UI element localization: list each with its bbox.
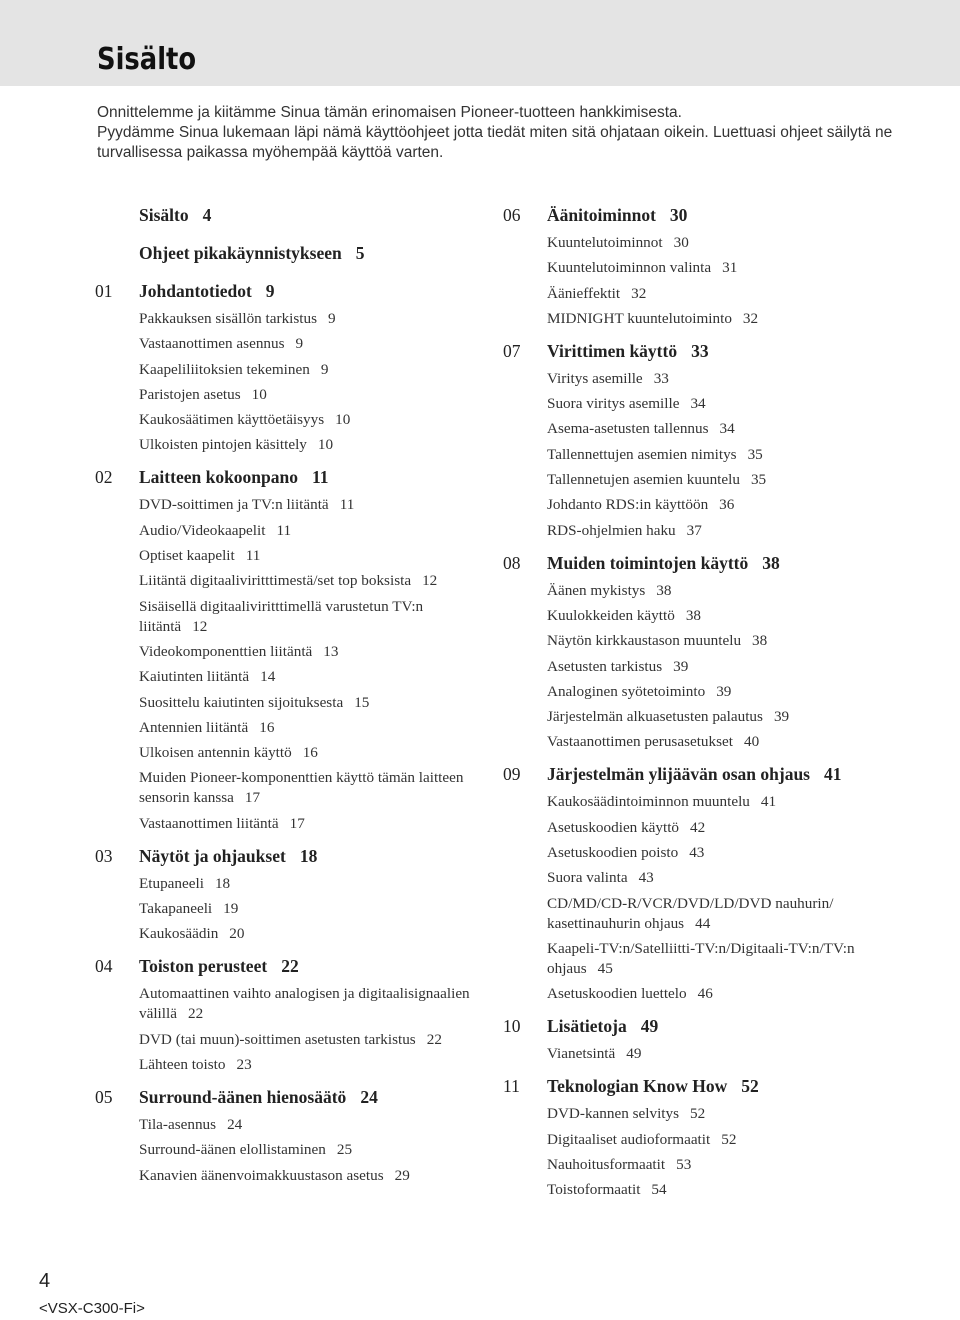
toc-item-page: 39 [716, 682, 732, 700]
toc-item-page: 13 [323, 642, 339, 660]
toc-item[interactable] [139, 1055, 475, 1075]
toc-item-page: 34 [719, 420, 735, 438]
toc-item-text: Analoginen syötetoiminto [547, 682, 706, 700]
toc-item-list [547, 792, 883, 1004]
toc-item[interactable] [139, 410, 475, 430]
toc-section [503, 341, 883, 541]
toc-item[interactable] [547, 1155, 883, 1175]
toc-item-text: MIDNIGHT kuuntelutoiminto [547, 309, 732, 327]
toc-item-text: Tallennettujen asemien nimitys [547, 445, 737, 463]
toc-item[interactable] [139, 718, 475, 738]
toc-item-page: 41 [760, 793, 777, 811]
page-number: 4 [39, 1270, 51, 1292]
toc-item-text: Näytön kirkkaustason muuntelu [547, 632, 742, 650]
toc-item-text: Videokomponenttien liitäntä [139, 642, 313, 660]
intro-text [97, 103, 897, 163]
toc-item[interactable] [139, 309, 475, 329]
toc-item-page: 38 [752, 632, 768, 650]
toc-item-text: RDS-ohjelmien haku [547, 521, 676, 539]
toc-item[interactable] [547, 309, 883, 329]
intro-line-1: Onnittelemme ja kiitämme Sinua tämän erinomaisen Pioneer-tuotteen hankkimisesta. [97, 104, 682, 121]
toc-item-page: 34 [690, 395, 706, 413]
toc-item[interactable] [547, 258, 883, 278]
toc-item-list [139, 874, 475, 945]
toc-item-text: Asetuskoodien poisto [547, 844, 679, 862]
toc-item-page: 39 [673, 657, 689, 675]
toc-item-text: Kaukosäädintoiminnon muuntelu [547, 793, 750, 811]
toc-section-page: 38 [762, 552, 780, 573]
toc-section-heading[interactable] [95, 1087, 475, 1108]
toc-item-page: 15 [354, 693, 370, 711]
toc-section-heading[interactable] [503, 1076, 883, 1097]
toc-section-number: 05 [95, 1086, 113, 1107]
toc-item-page: 16 [259, 718, 275, 736]
toc-item-page: 31 [722, 259, 738, 277]
toc-item-page: 42 [690, 818, 706, 836]
toc-item[interactable] [139, 899, 475, 919]
toc-item[interactable] [139, 768, 475, 808]
toc-item[interactable] [547, 631, 883, 651]
toc-item-page: 37 [686, 521, 702, 539]
toc-item-page: 43 [638, 869, 654, 887]
toc-section-heading[interactable] [95, 243, 475, 264]
toc-item-page: 18 [214, 874, 231, 892]
toc-item-page: 19 [223, 900, 239, 918]
toc-item-page: 22 [187, 1005, 204, 1023]
toc-section-title: Surround-äänen hienosäätö [139, 1086, 347, 1107]
toc-item-text: Ulkoisen antennin käyttö [139, 744, 292, 762]
toc-section-title: Järjestelmän ylijäävän osan ohjaus [547, 764, 810, 785]
toc-item-page: 24 [227, 1115, 243, 1133]
toc-item-list [139, 495, 475, 833]
toc-item-text: Kaukosäätimen käyttöetäisyys [139, 411, 325, 429]
toc-item-text: Kanavien äänenvoimakkuustason asetus [139, 1166, 384, 1184]
toc-item-text: Kaiutinten liitäntä [139, 668, 250, 686]
toc-item-text: Sisäisellä digitaaliviritttimellä varustetun TV:n liitäntä [139, 597, 424, 635]
toc-section-title: Virittimen käyttö [547, 340, 678, 361]
toc-section-heading[interactable] [503, 1016, 883, 1037]
toc-section-number: 11 [503, 1076, 520, 1097]
toc-section-title: Johdantotiedot [139, 281, 252, 301]
toc-item-text: Suosittelu kaiutinten sijoituksesta [139, 693, 344, 711]
toc-item-page: 32 [631, 284, 647, 302]
toc-item-text: Optiset kaapelit [139, 547, 235, 565]
toc-item[interactable] [547, 682, 883, 702]
toc-section [95, 846, 475, 945]
toc-section-title: Sisälto [139, 205, 189, 225]
toc-item-page: 10 [335, 411, 351, 429]
toc-item[interactable] [139, 743, 475, 763]
toc-item-text: Kuuntelutoiminnot [547, 234, 663, 251]
toc-section-page: 9 [265, 281, 275, 301]
toc-item[interactable] [139, 693, 475, 713]
toc-item[interactable] [547, 1180, 883, 1200]
toc-item-page: 46 [697, 985, 713, 1003]
toc-section [95, 205, 475, 226]
toc-item-list [139, 309, 475, 455]
toc-section [503, 764, 883, 1004]
toc-item[interactable] [547, 1130, 883, 1150]
toc-item-text: Tallennetujen asemien kuuntelu [547, 471, 740, 489]
document-code: <VSX-C300-Fi> [39, 1300, 145, 1317]
toc-item-list [547, 1044, 883, 1064]
toc-item[interactable] [139, 571, 475, 591]
toc-item[interactable] [139, 1115, 475, 1135]
toc-section [95, 956, 475, 1075]
toc-item[interactable] [547, 1044, 883, 1064]
toc-item-text: Antennien liitäntä [139, 718, 249, 736]
toc-item-list [547, 233, 883, 329]
toc-item-text: DVD-kannen selvitys [547, 1105, 680, 1123]
toc-item-page: 17 [289, 814, 305, 832]
toc-item[interactable] [547, 818, 883, 838]
toc-section-heading[interactable] [95, 467, 475, 488]
toc-section-number: 04 [95, 956, 113, 977]
toc-item-text: Kuulokkeiden käyttö [547, 606, 675, 624]
toc-section-heading[interactable] [503, 764, 883, 785]
toc-item[interactable] [547, 894, 883, 934]
toc-item[interactable] [139, 546, 475, 566]
toc-section-page: 5 [355, 243, 365, 263]
toc-item-page: 23 [236, 1055, 252, 1073]
toc-item[interactable] [547, 732, 883, 752]
toc-section-title: Teknologian Know How [547, 1076, 728, 1097]
toc-item[interactable] [139, 597, 475, 637]
toc-item[interactable] [139, 495, 475, 515]
toc-section-heading[interactable] [95, 956, 475, 977]
toc-item-page: 38 [656, 581, 672, 599]
toc-item-text: Liitäntä digitaaliviritttimestä/set top boksista [139, 572, 412, 590]
toc-section-title: Äänitoiminnot [547, 205, 656, 225]
toc-item[interactable] [139, 1030, 475, 1050]
toc-item-page: 22 [426, 1030, 442, 1048]
toc-item[interactable] [547, 1104, 883, 1124]
toc-item[interactable] [547, 445, 883, 465]
toc-section [95, 1087, 475, 1186]
toc-item-text: Äänieffektit [547, 284, 621, 302]
toc-item-text: Kaapeli-TV:n/Satelliitti-TV:n/Digitaali-TV:n/TV:n ohjaus [547, 939, 855, 977]
toc-item-page: 40 [744, 733, 760, 751]
toc-section-number: 02 [95, 467, 113, 488]
toc-item-text: Toistoformaatit [547, 1181, 641, 1199]
toc-item-text: Automaattinen vaihto analogisen ja digitaalisignaalien välillä [139, 985, 470, 1023]
toc-section [503, 553, 883, 753]
toc-item-page: 45 [597, 959, 613, 977]
toc-section-page: 11 [312, 467, 329, 488]
toc-item-text: Asetuskoodien luettelo [547, 985, 687, 1003]
toc-section-heading[interactable] [95, 205, 475, 226]
toc-item[interactable] [547, 657, 883, 677]
toc-item-list [139, 1115, 475, 1186]
toc-item-page: 32 [742, 309, 759, 327]
toc-item-page: 52 [721, 1130, 737, 1148]
toc-item-page: 39 [773, 708, 790, 726]
toc-section-title: Näytöt ja ohjaukset [139, 845, 286, 866]
toc-item[interactable] [547, 495, 883, 515]
toc-section-heading[interactable] [95, 846, 475, 867]
toc-item-page: 10 [317, 436, 334, 454]
toc-item[interactable] [139, 924, 475, 944]
toc-item[interactable] [139, 1166, 475, 1186]
toc-item-text: DVD (tai muun)-soittimen asetusten tarkistus [139, 1030, 416, 1048]
toc-item-text: Suora valinta [547, 869, 628, 887]
toc-item-text: Vastaanottimen liitäntä [139, 814, 279, 832]
toc-item[interactable] [547, 792, 883, 812]
toc-item[interactable] [139, 334, 475, 354]
toc-item-list [547, 1104, 883, 1200]
toc-item-page: 36 [719, 496, 735, 514]
toc-item-text: CD/MD/CD-R/VCR/DVD/LD/DVD nauhurin/ kasettinauhurin ohjaus [547, 894, 834, 932]
toc-section-heading[interactable] [95, 281, 475, 302]
toc-item[interactable] [547, 233, 883, 253]
toc-item-text: Kaukosäädin [139, 925, 219, 943]
toc-item-text: Takapaneeli [139, 900, 213, 918]
toc-item-page: 38 [685, 606, 701, 624]
toc-item-text: Järjestelmän alkuasetusten palautus [547, 708, 763, 726]
toc-item-list [547, 581, 883, 753]
toc-item-page: 20 [229, 925, 245, 943]
toc-section-page: 30 [669, 205, 688, 225]
toc-item-page: 43 [689, 844, 705, 862]
toc-section-number: 07 [503, 340, 521, 361]
toc-section-title: Toiston perusteet [139, 956, 268, 977]
toc-section-page: 22 [281, 956, 299, 977]
toc-item-page: 9 [295, 335, 304, 353]
toc-item[interactable] [139, 360, 475, 380]
toc-item-text: Kuuntelutoiminnon valinta [547, 259, 712, 277]
toc-item-page: 44 [695, 914, 711, 932]
toc-item-text: Audio/Videokaapelit [139, 521, 266, 539]
toc-section-page: 49 [640, 1016, 659, 1037]
toc-item-page: 9 [328, 310, 336, 327]
toc-item-text: Vianetsintä [547, 1045, 616, 1063]
toc-item[interactable] [547, 606, 883, 626]
toc-item-page: 35 [747, 445, 763, 463]
toc-item-text: Asetusten tarkistus [547, 657, 663, 675]
toc-item[interactable] [139, 1140, 475, 1160]
toc-section-number: 06 [503, 205, 521, 225]
toc-section-page: 52 [741, 1076, 759, 1097]
toc-section-number: 10 [503, 1016, 521, 1037]
toc-item-page: 12 [422, 572, 438, 590]
toc-section [95, 243, 475, 264]
toc-item-text: Paristojen asetus [139, 385, 241, 403]
toc-item-page: 54 [651, 1181, 667, 1199]
toc-section-title: Ohjeet pikakäynnistykseen [139, 243, 342, 263]
toc-item[interactable] [547, 419, 883, 439]
toc-item-page: 14 [260, 668, 276, 686]
toc-item[interactable] [139, 874, 475, 894]
toc-item[interactable] [139, 521, 475, 541]
page-title: Sisälto [97, 42, 197, 77]
toc-item-page: 17 [244, 789, 261, 807]
toc-left-column [95, 205, 475, 1198]
toc-item[interactable] [547, 868, 883, 888]
toc-section-number: 03 [95, 845, 113, 866]
toc-section-page: 4 [202, 205, 212, 225]
toc-section-number: 09 [503, 764, 521, 785]
toc-item-text: Viritys asemille [547, 369, 643, 387]
toc-item-page: 53 [676, 1155, 692, 1173]
toc-item-text: Asema-asetusten tallennus [547, 420, 709, 438]
toc-item-page: 33 [653, 369, 669, 387]
toc-item[interactable] [547, 939, 883, 979]
toc-item[interactable] [139, 385, 475, 405]
toc-item[interactable] [139, 984, 475, 1024]
toc-item-text: Etupaneeli [139, 874, 204, 892]
toc-section [95, 281, 475, 455]
toc-item-text: Äänen mykistys [547, 581, 646, 599]
toc-item-text: Ulkoisten pintojen käsittely [139, 436, 307, 454]
toc-section [503, 1076, 883, 1200]
toc-item-page: 49 [626, 1045, 642, 1063]
toc-section-heading[interactable] [503, 205, 883, 226]
toc-section-page: 41 [824, 764, 842, 785]
toc-section [503, 205, 883, 329]
toc-item[interactable] [547, 984, 883, 1004]
toc-section-heading[interactable] [503, 553, 883, 574]
toc-item-text: Nauhoitusformaatit [547, 1155, 666, 1173]
toc-item-list [139, 984, 475, 1075]
toc-item[interactable] [139, 642, 475, 662]
toc-item-page: 30 [673, 234, 689, 251]
toc-item[interactable] [139, 814, 475, 834]
toc-item-page: 10 [251, 385, 267, 403]
toc-section-page: 18 [299, 845, 318, 866]
toc-item-text: Muiden Pioneer-komponenttien käyttö tämän laitteen sensorin kanssa [139, 769, 464, 807]
toc-item-page: 52 [690, 1105, 706, 1123]
toc-item-page: 9 [320, 360, 329, 378]
toc-section-page: 33 [691, 340, 709, 361]
toc-item-text: DVD-soittimen ja TV:n liitäntä [139, 496, 329, 514]
toc-section-title: Lisätietoja [547, 1016, 627, 1037]
toc-section-heading[interactable] [503, 341, 883, 362]
toc-section [95, 467, 475, 833]
toc-item-text: Surround-äänen elollistaminen [139, 1141, 326, 1159]
toc-item[interactable] [547, 470, 883, 490]
toc-section-page: 24 [360, 1086, 378, 1107]
toc-item-text: Suora viritys asemille [547, 395, 680, 413]
toc-section-title: Laitteen kokoonpano [139, 467, 298, 488]
toc-item[interactable] [547, 369, 883, 389]
toc-item-page: 16 [302, 744, 318, 762]
toc-item-text: Pakkauksen sisällön tarkistus [139, 310, 318, 327]
toc-item-text: Vastaanottimen perusasetukset [547, 733, 733, 751]
toc-item-page: 11 [276, 521, 292, 539]
toc-item-page: 35 [750, 471, 767, 489]
toc-item[interactable] [547, 843, 883, 863]
toc-item[interactable] [547, 707, 883, 727]
toc-item-page: 11 [245, 547, 261, 565]
toc-item[interactable] [547, 521, 883, 541]
toc-item-page: 25 [336, 1141, 353, 1159]
toc-section-number: 08 [503, 552, 521, 573]
toc-item-page: 12 [192, 617, 208, 635]
toc-section [503, 1016, 883, 1064]
toc-section-title: Muiden toimintojen käyttö [547, 552, 749, 573]
toc-item[interactable] [547, 581, 883, 601]
toc-section-number: 01 [95, 281, 113, 301]
toc-item-text: Vastaanottimen asennus [139, 335, 285, 353]
toc-item[interactable] [139, 667, 475, 687]
toc-item-text: Asetuskoodien käyttö [547, 818, 680, 836]
toc-item-list [547, 369, 883, 541]
toc-item-page: 11 [339, 496, 355, 514]
toc-right-column [503, 205, 883, 1212]
toc-item-text: Johdanto RDS:in käyttöön [547, 496, 709, 514]
toc-item-text: Lähteen toisto [139, 1055, 226, 1073]
toc-item-page: 29 [394, 1166, 410, 1184]
toc-item-text: Kaapeliliitoksien tekeminen [139, 360, 310, 378]
toc-item[interactable] [547, 284, 883, 304]
toc-item-text: Digitaaliset audioformaatit [547, 1130, 711, 1148]
toc-item[interactable] [547, 394, 883, 414]
intro-line-2: Pyydämme Sinua lukemaan läpi nämä käyttöohjeet jotta tiedät miten sitä ohjataan oikein. Luettuasi ohjeet säilytä ne turvallisessa paikassa myöhempää käyttöä varten. [97, 124, 893, 161]
toc-item[interactable] [139, 435, 475, 455]
toc-item-text: Tila-asennus [139, 1115, 217, 1133]
